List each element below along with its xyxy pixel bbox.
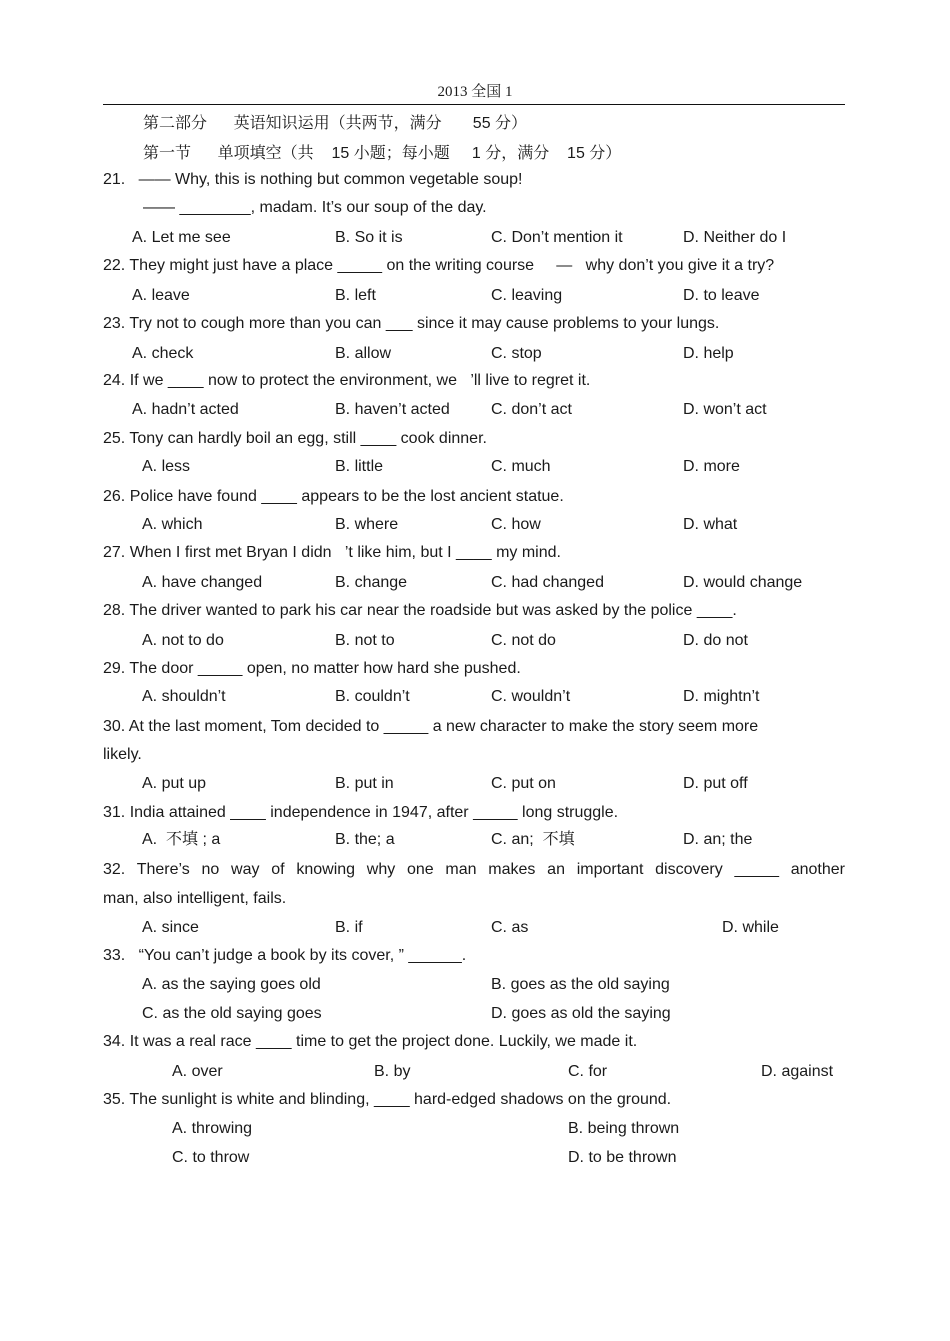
section-title: 第二部分 英语知识运用（共两节，满分 55 分） xyxy=(143,115,528,132)
question-25-option-c: C. much xyxy=(491,458,551,475)
question-29-stem: 29. The door _____ open, no matter how hard she pushed. xyxy=(103,660,521,677)
question-23-option-a: A. check xyxy=(132,345,194,362)
question-35-option-c: C. to throw xyxy=(172,1149,250,1166)
question-29-option-b: B. couldn’t xyxy=(335,688,410,705)
question-28-option-a: A. not to do xyxy=(142,632,224,649)
question-24-option-d: D. won’t act xyxy=(683,401,767,418)
question-34-option-d: D. against xyxy=(761,1063,834,1080)
question-32-option-d: D. while xyxy=(722,919,779,936)
question-30-stem-line-1: 30. At the last moment, Tom decided to _____ a new character to make the story seem more xyxy=(103,718,759,735)
question-23-option-d: D. help xyxy=(683,345,734,362)
question-34-stem: 34. It was a real race ____ time to get the project done. Luckily, we made it. xyxy=(103,1033,638,1050)
question-33-option-d: D. goes as old the saying xyxy=(491,1005,671,1022)
question-32-stem-line-1 xyxy=(103,860,845,880)
question-21-stem-line-2: —— ________, madam. It’s our soup of the day. xyxy=(103,199,487,216)
question-27-option-d: D. would change xyxy=(683,574,803,591)
question-32-option-a: A. since xyxy=(142,919,199,936)
question-27-option-b: B. change xyxy=(335,574,408,591)
question-26-option-b: B. where xyxy=(335,516,399,533)
question-28-stem: 28. The driver wanted to park his car near the roadside but was asked by the police ____. xyxy=(103,602,737,619)
question-32-stem-line-2: man, also intelligent, fails. xyxy=(103,890,287,907)
question-27-option-a: A. have changed xyxy=(142,574,263,591)
question-21-stem-line-1: 21. —— Why, this is nothing but common vegetable soup! xyxy=(103,171,523,188)
question-34-option-c: C. for xyxy=(568,1063,608,1080)
question-22-stem: 22. They might just have a place _____ on the writing course — why don’t you give it a try? xyxy=(103,257,775,274)
question-30-option-a: A. put up xyxy=(142,775,207,792)
header-divider xyxy=(103,104,845,105)
question-32-option-c: C. as xyxy=(491,919,529,936)
question-35-option-b: B. being thrown xyxy=(568,1120,680,1137)
question-31-option-b: B. the; a xyxy=(335,831,395,848)
question-29-option-c: C. wouldn’t xyxy=(491,688,571,705)
question-30-option-b: B. put in xyxy=(335,775,394,792)
question-31-option-c: C. an; 不填 xyxy=(491,831,575,848)
question-35-option-d: D. to be thrown xyxy=(568,1149,677,1166)
question-26-option-a: A. which xyxy=(142,516,203,533)
question-26-option-d: D. what xyxy=(683,516,738,533)
question-35-stem: 35. The sunlight is white and blinding, ____ hard-edged shadows on the ground. xyxy=(103,1091,672,1108)
question-26-stem: 26. Police have found ____ appears to be the lost ancient statue. xyxy=(103,488,564,505)
question-22-option-d: D. to leave xyxy=(683,287,760,304)
question-25-option-a: A. less xyxy=(142,458,191,475)
question-30-stem-line-2: likely. xyxy=(103,746,142,763)
question-22-option-c: C. leaving xyxy=(491,287,563,304)
question-34-option-b: B. by xyxy=(374,1063,411,1080)
question-35-option-a: A. throwing xyxy=(172,1120,253,1137)
question-29-option-d: D. mightn’t xyxy=(683,688,760,705)
subsection-title: 第一节 单项填空（共 15 小题；每小题 1 分，满分 15 分） xyxy=(143,145,622,162)
question-28-option-b: B. not to xyxy=(335,632,395,649)
question-22-option-a: A. leave xyxy=(132,287,190,304)
question-21-option-c: C. Don’t mention it xyxy=(491,229,623,246)
question-31-stem: 31. India attained ____ independence in 1947, after _____ long struggle. xyxy=(103,804,619,821)
question-21-option-b: B. So it is xyxy=(335,229,403,246)
page-header: 2013 全国 1 xyxy=(437,84,513,100)
question-27-stem: 27. When I first met Bryan I didn ’t like him, but I ____ my mind. xyxy=(103,544,561,561)
question-25-option-b: B. little xyxy=(335,458,384,475)
question-33-stem: 33. “You can’t judge a book by its cover, ” ______. xyxy=(103,947,467,964)
question-23-option-b: B. allow xyxy=(335,345,392,362)
question-29-option-a: A. shouldn’t xyxy=(142,688,226,705)
question-21-option-a: A. Let me see xyxy=(132,229,231,246)
question-25-option-d: D. more xyxy=(683,458,740,475)
question-30-option-d: D. put off xyxy=(683,775,748,792)
question-32-option-b: B. if xyxy=(335,919,363,936)
question-23-stem: 23. Try not to cough more than you can ___ since it may cause problems to your lungs. xyxy=(103,315,720,332)
question-24-option-a: A. hadn’t acted xyxy=(132,401,239,418)
question-33-option-c: C. as the old saying goes xyxy=(142,1005,322,1022)
question-22-option-b: B. left xyxy=(335,287,376,304)
question-30-option-c: C. put on xyxy=(491,775,556,792)
question-28-option-d: D. do not xyxy=(683,632,748,649)
question-24-option-c: C. don’t act xyxy=(491,401,572,418)
question-27-option-c: C. had changed xyxy=(491,574,604,591)
question-24-option-b: B. haven’t acted xyxy=(335,401,450,418)
question-31-option-d: D. an; the xyxy=(683,831,753,848)
question-28-option-c: C. not do xyxy=(491,632,556,649)
question-21-option-d: D. Neither do I xyxy=(683,229,787,246)
question-25-stem: 25. Tony can hardly boil an egg, still ____ cook dinner. xyxy=(103,430,487,447)
question-33-option-b: B. goes as the old saying xyxy=(491,976,670,993)
question-24-stem: 24. If we ____ now to protect the environment, we ’ll live to regret it. xyxy=(103,372,591,389)
question-31-option-a: A. 不填 ; a xyxy=(142,831,221,848)
question-34-option-a: A. over xyxy=(172,1063,223,1080)
question-32-stem-line-1-text: 32. There’s no way of knowing why one man makes an important discovery _____ another xyxy=(103,861,845,878)
question-26-option-c: C. how xyxy=(491,516,541,533)
question-33-option-a: A. as the saying goes old xyxy=(142,976,321,993)
question-23-option-c: C. stop xyxy=(491,345,542,362)
